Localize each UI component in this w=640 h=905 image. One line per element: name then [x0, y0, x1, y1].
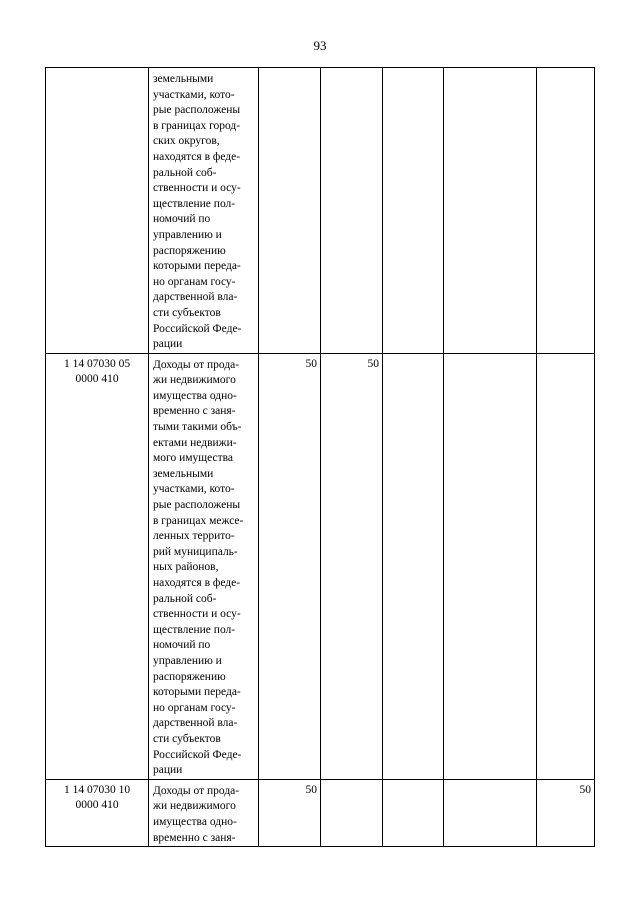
income-name-line: номочий по: [153, 639, 211, 652]
income-name-line: ществление пол-: [153, 197, 236, 210]
income-name-cell: [149, 353, 259, 779]
amount-cell: 50: [259, 779, 321, 846]
income-name-cell: [149, 779, 259, 846]
income-name-line: земельными: [153, 73, 214, 85]
income-name-line: ских округов,: [153, 135, 220, 148]
income-name-line: Российской Феде-: [153, 322, 242, 335]
income-name-line: имущества одно-: [153, 389, 237, 402]
budget-table: [45, 67, 595, 847]
income-name-line: распоряжению: [153, 244, 226, 257]
budget-code-line: 0000 410: [75, 373, 119, 386]
income-name-line: жи недвижимого: [153, 374, 236, 387]
amount-cell: [259, 68, 321, 354]
income-name-line: номочий по: [153, 213, 211, 226]
income-name-cell: [149, 68, 259, 354]
income-name-line: временно с заня-: [153, 405, 236, 418]
amount-cell: 50: [537, 779, 595, 846]
income-name-line: ственности и осу-: [153, 182, 241, 195]
income-name-line: ленных террито-: [153, 530, 235, 543]
amount-cell: [537, 68, 595, 354]
amount-cell: [444, 68, 537, 354]
income-name-line: в границах город-: [153, 119, 241, 132]
income-name-line: дарственной вла-: [153, 717, 238, 730]
amount-cell: [444, 779, 537, 846]
income-name-line: ществление пол-: [153, 623, 236, 636]
budget-code-cell: [46, 68, 149, 354]
income-name-line: управлению и: [153, 228, 222, 241]
income-name-line: но органам госу-: [153, 701, 236, 714]
income-name-line: рации: [153, 764, 183, 777]
amount-cell: [383, 779, 444, 846]
amount-cell: [321, 779, 383, 846]
income-name-line: жи недвижимого: [153, 800, 236, 813]
income-name-line: Доходы от прода-: [153, 358, 240, 371]
amount-cell: 50: [259, 353, 321, 779]
income-name-line: находятся в феде-: [153, 577, 241, 589]
income-name-line: находятся в феде-: [153, 150, 241, 163]
budget-code-line: 1 14 07030 10: [63, 783, 131, 796]
income-name-line: рации: [153, 338, 183, 351]
income-name-line: участками, кото-: [153, 88, 235, 101]
income-name-line: сти субъектов: [153, 732, 221, 745]
income-name-line: сти субъектов: [153, 306, 221, 319]
income-name-line: но органам госу-: [153, 275, 236, 288]
amount-cell: [444, 353, 537, 779]
income-name-line: управлению и: [153, 654, 222, 667]
amount-cell: [321, 68, 383, 354]
income-name-line: ственности и осу-: [153, 608, 241, 621]
income-name-line: ральной соб-: [153, 166, 217, 179]
income-name-line: земельными: [153, 467, 214, 480]
income-name-line: дарственной вла-: [153, 291, 238, 304]
income-name-line: которыми переда-: [153, 260, 241, 273]
income-name-line: Российской Феде-: [153, 748, 242, 761]
amount-cell: [383, 68, 444, 354]
income-name-line: мого имущества: [153, 452, 234, 465]
table-row: [46, 353, 595, 779]
income-name-line: рий муниципаль-: [153, 545, 238, 558]
budget-code-line: 0000 410: [75, 799, 119, 812]
income-name-line: временно с заня-: [153, 831, 236, 844]
budget-code-cell: [46, 779, 149, 846]
amount-cell: [383, 353, 444, 779]
table-row: [46, 779, 595, 846]
budget-code-cell: [46, 353, 149, 779]
income-name-line: ральной соб-: [153, 592, 217, 605]
income-name-line: участками, кото-: [153, 483, 235, 496]
income-name-line: распоряжению: [153, 670, 226, 683]
income-name-line: тыми такими объ-: [153, 421, 242, 434]
budget-code-line: 1 14 07030 05: [63, 357, 131, 370]
income-name-line: ектами недвижи-: [153, 436, 237, 449]
income-name-line: Доходы от прода-: [153, 784, 240, 797]
table-row: [46, 68, 595, 354]
income-name-line: рые расположены: [153, 499, 241, 512]
amount-cell: 50: [321, 353, 383, 779]
income-name-line: рые расположены: [153, 104, 241, 117]
amount-cell: [537, 353, 595, 779]
income-name-line: которыми переда-: [153, 686, 241, 699]
page-number: 93: [313, 38, 327, 53]
income-name-line: ных районов,: [153, 561, 219, 574]
income-name-line: имущества одно-: [153, 815, 237, 828]
income-name-line: в границах межсе-: [153, 514, 244, 527]
